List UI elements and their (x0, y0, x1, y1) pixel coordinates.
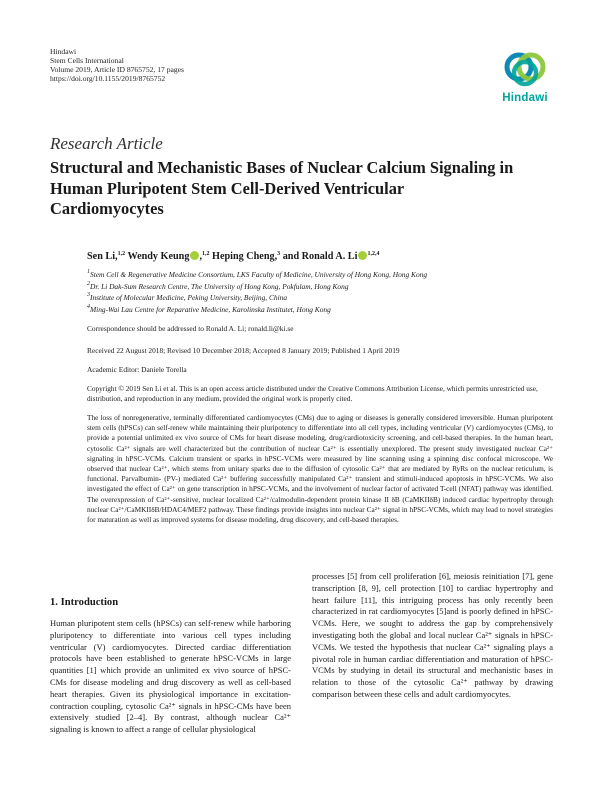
affiliations (87, 269, 427, 315)
journal-header (50, 47, 184, 83)
correspondence: Correspondence should be addressed to Ronald A. Li; ronald.li@ki.se (87, 324, 294, 333)
publisher-line: Hindawi (50, 47, 77, 56)
author-3[interactable]: Heping Cheng,$^3$ (209, 251, 281, 262)
volume-line: Volume 2019, Article ID 8765752, 17 pages (50, 65, 184, 74)
hindawi-logo[interactable] (496, 48, 554, 108)
article-title: Structural and Mechanistic Bases of Nuclear Calcium Signaling in Human Pluripotent Stem Cell-Derived Ventricular Cardiomyocytes (50, 158, 514, 218)
author-list (87, 251, 379, 262)
affiliation-1: $^1$Stem Cell & Regenerative Medicine Consortium, LKS Faculty of Medicine, University of Hong Kong, Hong Kong (87, 269, 428, 279)
logo-wordmark: Hindawi (502, 92, 548, 104)
orcid-icon[interactable] (190, 251, 199, 260)
publication-dates: Received 22 August 2018; Revised 10 December 2018; Accepted 8 January 2019; Published 1 April 2019 (87, 346, 400, 355)
affiliation-2: $^2$Dr. Li Dak-Sum Research Centre, The University of Hong Kong, Pokfulam, Hong Kong (87, 280, 349, 291)
intro-column-left: Human pluripotent stem cells (hPSCs) can self-renew while harboring pluripotency to differentiate into various cell types including ventricular (V) cardiomyocytes. Directed cardiac differentiation protocols have been established to generate hPSC-VCMs in large quantities [1] which provide an unlimited ex vivo source of hPSC-CMs for disease modeling and drug discovery as well as cell-based heart therapies. Given its physiological importance in excitation-contraction coupling, cytosolic Ca²⁺ signals in hPSC-CMs have been extensively studied [2–4]. By contrast, although nuclear Ca²⁺ signaling is known to affect a range of cellular physiological (50, 618, 291, 735)
article-type: Research Article (50, 134, 163, 153)
author-4[interactable]: and Ronald A. Li $^{1,2,4}$ (280, 251, 380, 262)
affiliation-4: $^4$Ming-Wai Lau Centre for Reparative Medicine, Karolinska Institutet, Hong Kong (87, 303, 331, 314)
section-heading: 1. Introduction (50, 597, 119, 608)
hindawi-logo-icon (496, 48, 554, 92)
intro-column-right: processes [5] from cell proliferation [6], meiosis reinitiation [7], gene transcription [8, 9], cell protection [10] to cardiac hypertrophy and heart failure [11], this intriguing process has only recently been characterized in rat cardiomyocytes [5]and is poorly defined in hPSC-VCMs. Here, we sought to address the gap by comprehensively investigating both the global and local nuclear Ca²⁺ signals in hPSC-VCMs. We tested the hypothesis that nuclear Ca²⁺ signaling plays a pivotal role in human cardiac differentiation and maturation of hPSC-VCMs by studying in detail its structural and mechanistic bases in relation to those of the cytosolic Ca²⁺ pathway by drawing comparison between these cells and adult cardiomyocytes. (312, 571, 553, 699)
journal-name: Stem Cells International (50, 56, 124, 65)
author-1[interactable]: Sen Li,$^{1,2}$ (87, 251, 126, 262)
copyright-notice: Copyright © 2019 Sen Li et al. This is an open access article distributed under the Creative Commons Attribution License, which permits unrestricted use, distribution, and reproduction in any medium, provided the original work is properly cited. (87, 384, 538, 404)
academic-editor: Academic Editor: Daniele Torella (87, 365, 187, 374)
doi-link[interactable]: https://doi.org/10.1155/2019/8765752 (50, 74, 166, 83)
affiliation-3: $^3$Institute of Molecular Medicine, Peking University, Beijing, China (87, 292, 288, 302)
abstract: The loss of nonregenerative, terminally differentiated cardiomyocytes (CMs) due to aging or diseases is generally considered irreversible. Human pluripotent stem cells (hPSCs) can self-renew while maintaining their pluripotency to differentiate into all cell types, including ventricular (V) cardiomyocytes (CMs), to provide a potential unlimited ex vivo source of CMs for heart disease modeling, drug/cardiotoxicity screening, and cell-based therapies. In the human heart, cytosolic Ca²⁺ signals are well characterized but the contribution of nuclear Ca²⁺ is essentially unexplored. The present study investigated nuclear Ca²⁺ signaling in hPSC-VCMs. Calcium transient or sparks in hPSC-VCMs were measured by line scanning using a spinning disc confocal microscope. We observed that nuclear Ca²⁺, which stems from unitary sparks due to the diffusion of cytosolic Ca²⁺ that are mediated by RyRs on the nuclear reticulum, is functional. Parvalbumin- (PV-) mediated Ca²⁺ buffering successfully manipulated Ca²⁺ transient and stimuli-induced apoptosis in hPSC-VCMs. We also investigated the effect of Ca²⁺ on gene transcription in hPSC-VCMs, and the involvement of nuclear factor of activated T-cell (NFAT) pathway was identified. The overexpression of Ca²⁺-sensitive, nuclear localized Ca²⁺/calmodulin-dependent protein kinase II δB (CaMKIIδB) induced cardiac hypertrophy through nuclear Ca²⁺/CaMKIIδB/HDAC4/MEF2 pathway. These findings provide insights into nuclear Ca²⁺ signal in hPSC-VCMs, which may lead to novel strategies for maturation as well as improved systems for disease modeling, drug discovery, and cell-based therapies. (87, 413, 553, 525)
author-2[interactable]: Wendy Keung ,$^{1,2}$ (125, 251, 210, 262)
